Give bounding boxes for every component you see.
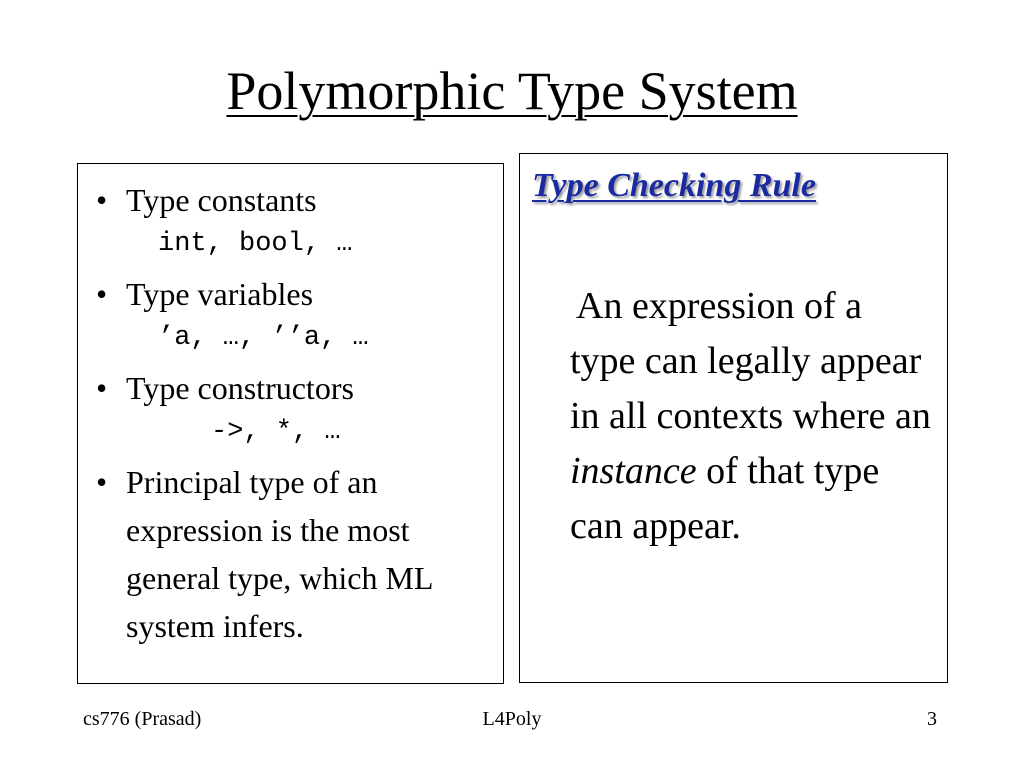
bullet-type-constructors (78, 364, 503, 450)
code-example: ->, *, … (211, 417, 341, 447)
bullet-text: Type constructors (126, 370, 354, 406)
left-panel (77, 163, 504, 684)
rule-body-emphasis: instance (570, 450, 697, 492)
footer-page-number: 3 (927, 708, 937, 730)
rule-body-text-end: of that type can appear. (570, 450, 880, 547)
bullet-text: Principal type of an expression is the most general type, which ML system infers. (126, 464, 433, 644)
bullet-text: Type variables (126, 276, 314, 312)
code-example: ’a, …, ’’a, … (158, 323, 369, 353)
bullet-list (78, 164, 503, 650)
footer-lecture: L4Poly (482, 708, 542, 730)
rule-body-text: An expression of a type can legally appear in all contexts where an (570, 285, 931, 437)
bullet-type-variables (78, 270, 503, 356)
bullet-principal-type (78, 458, 503, 650)
footer-course: cs776 (Prasad) (83, 708, 202, 730)
code-example: int, bool, … (158, 229, 353, 259)
slide-title-text: Polymorphic Type System (226, 61, 798, 121)
slide-title (0, 58, 1024, 124)
bullet-text: Type constants (126, 182, 317, 218)
rule-body (570, 279, 932, 554)
bullet-type-constants (78, 176, 503, 262)
right-panel (519, 153, 948, 683)
rule-heading: Type Checking Rule (532, 167, 816, 204)
